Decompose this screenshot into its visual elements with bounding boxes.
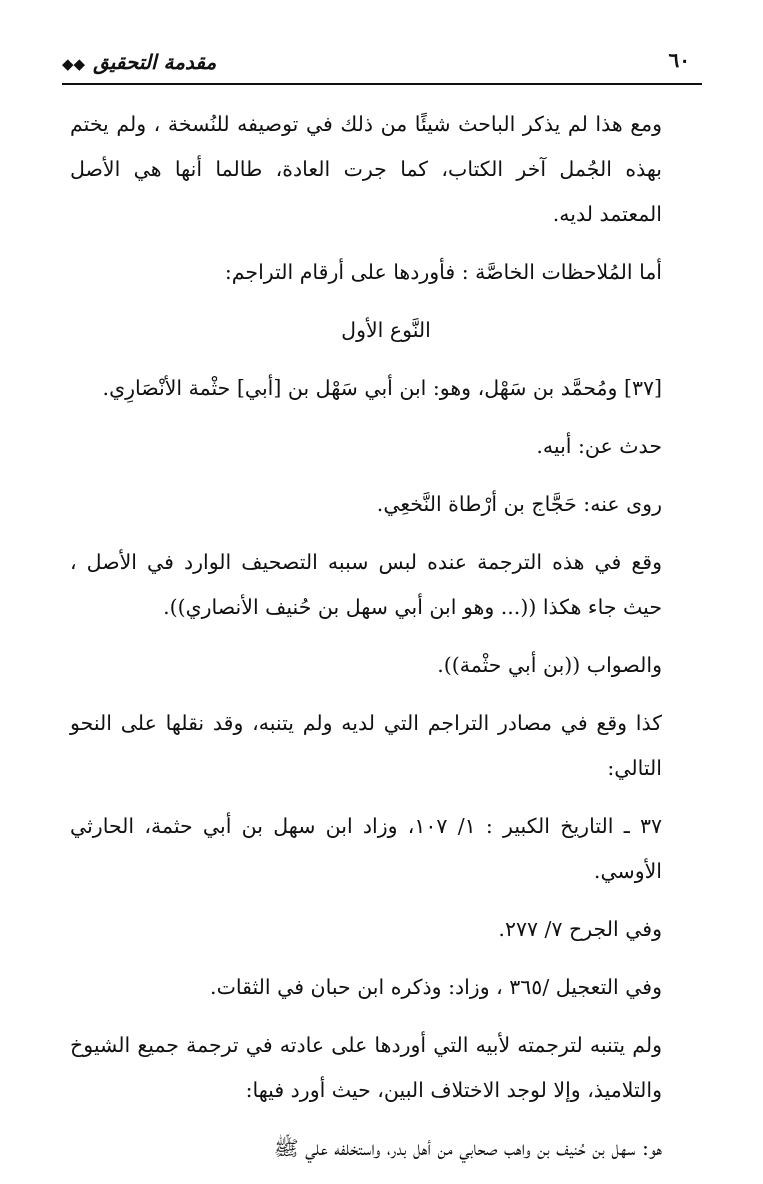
paragraph-sources-intro: كذا وقع في مصادر التراجم التي لديه ولم يتنبه، وقد نقلها على النحو التالي: <box>70 711 662 780</box>
section-heading: النَّوع الأول <box>341 318 431 342</box>
running-title-text: مقدمة التحقيق <box>93 50 217 74</box>
paragraph-sahl-bin-hunayf: هو: سهل بن حُنيف بن واهب صحابي من أهل بدر، واستخلفه علي ﷺ <box>273 1136 662 1160</box>
paragraph-father-entry: ولم يتنبه لترجمته لأبيه التي أوردها على عادته في ترجمة جميع الشيوخ والتلاميذ، وإلا لوجد الاختلاف البين، حيث أورد فيها: <box>70 1033 662 1102</box>
source-jarh: وفي الجرح ٧/ ٢٧٧. <box>498 917 662 941</box>
entry-37-narrated-by: روى عنه: حَجَّاج بن أرْطاة النَّخعِي. <box>376 492 662 516</box>
paragraph-researcher-note: ومع هذا لم يذكر الباحث شيئًا من ذلك في توصيفه للنُسخة ، ولم يختم بهذه الجُمل آخر الكتاب، كما جرت العادة، طالما أنها هي الأصل المعتمد لديه. <box>70 112 662 226</box>
page-number: ٦٠ <box>668 48 690 72</box>
paragraph-correction: والصواب ((بن أبي حثْمة)). <box>437 653 662 677</box>
paragraph-special-notes: أما المُلاحظات الخاصَّة : فأوردها على أرقام التراجم: <box>224 260 662 284</box>
page-body <box>70 102 662 1184</box>
entry-37-narrated-from: حدث عن: أبيه. <box>536 434 662 458</box>
source-tajil: وفي التعجيل /٣٦٥ ، وزاد: وذكره ابن حبان في الثقات. <box>210 975 662 999</box>
header-divider <box>62 83 702 85</box>
diamond-ornament-icon: ◆◆ <box>62 55 86 73</box>
source-tarikh-kabir: ٣٧ ـ التاريخ الكبير : ١/ ١٠٧، وزاد ابن سهل بن أبي حثمة، الحارثي الأوسي. <box>70 814 662 883</box>
paragraph-misspelling: وقع في هذه الترجمة عنده لبس سببه التصحيف الوارد في الأصل ، حيث جاء هكذا ((... وهو ابن أبي سهل بن حُنيف الأنصاري)). <box>70 550 662 619</box>
running-title <box>62 50 216 74</box>
entry-37-title: [٣٧] ومُحمَّد بن سَهْل، وهو: ابن أبي سَهْل بن [أبي] حثْمة الأنْصَارِي. <box>102 376 662 400</box>
page-header <box>62 44 702 84</box>
